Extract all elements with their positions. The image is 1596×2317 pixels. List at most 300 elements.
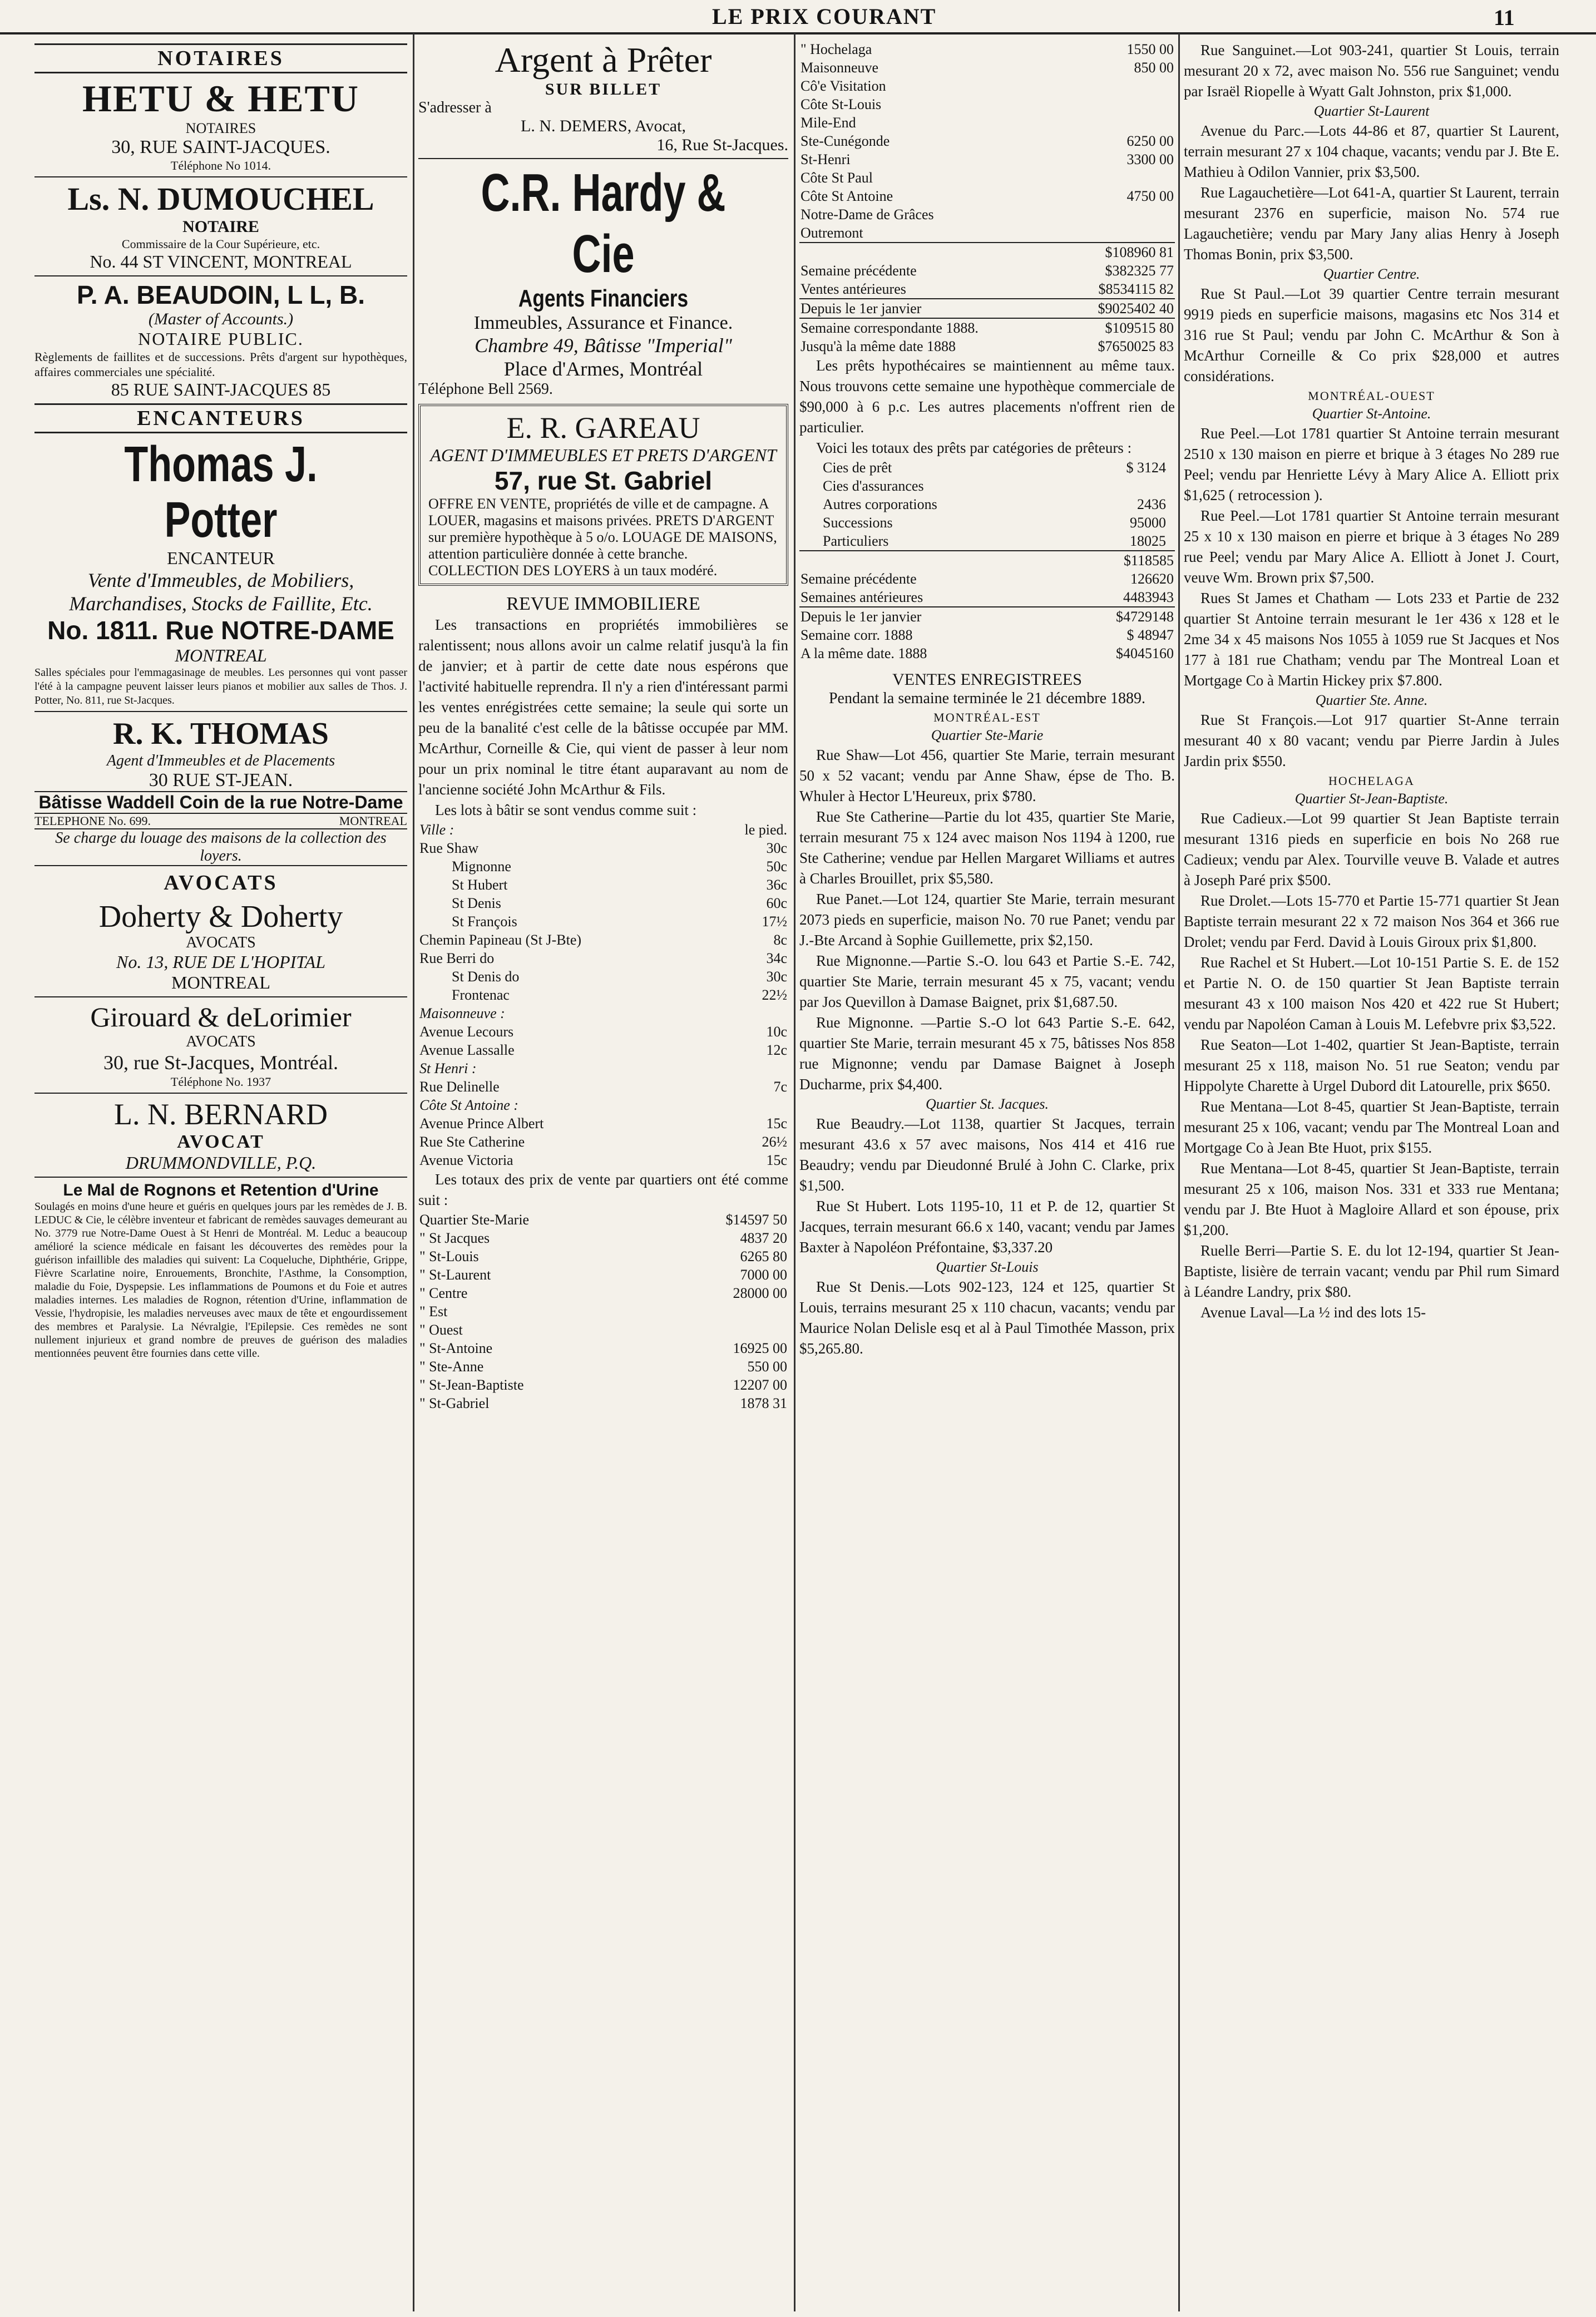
montreal-ouest-heading: MONTRÉAL-OUEST — [1308, 389, 1435, 403]
row-value: 36c — [766, 877, 787, 893]
sale-entry: Rue Shaw—Lot 456, quartier Ste Marie, terrain mesurant 50 x 52 vacant; vendu par Anne Shaw, épse de Tho. B. Whuler à Hector L'Heureux, prix $780. — [799, 747, 1175, 804]
row-value — [1075, 113, 1175, 132]
column-statistics-and-sales — [799, 40, 1175, 2310]
ad-girouard-role: AVOCATS — [186, 1033, 256, 1050]
ad-hetu-name: HETU & HETU — [82, 77, 360, 120]
row-label: " Ouest — [419, 1322, 463, 1338]
column-rule — [1178, 33, 1180, 2311]
sale-entry: Rue Lagauchetière—Lot 641-A, quartier St Laurent, terrain mesurant 2376 en superficie, maison No. 574 rue Lagauchetière; vendu par Mary Jany alias Henry à Joseph Thomas Bonin, prix $3,500. — [1184, 184, 1559, 263]
sales-group — [799, 1277, 1175, 1359]
row-value: 1550 00 — [1126, 41, 1174, 57]
table-row — [418, 876, 788, 894]
table-row — [799, 551, 1175, 570]
page-header — [0, 0, 1596, 34]
row-label: Frontenac — [452, 987, 510, 1003]
table-row — [822, 532, 1167, 550]
row-value — [1075, 224, 1175, 242]
row-label: " St-Louis — [419, 1248, 479, 1264]
ad-doherty-role: AVOCATS — [186, 934, 256, 951]
row-label: Semaine précédente — [801, 571, 917, 587]
ad-thomas-address: 30 RUE ST-JEAN. — [149, 770, 293, 791]
row-value: 1878 31 — [740, 1395, 787, 1411]
ad-potter-note: Salles spéciales pour l'emmagasinage de meubles. Les personnes qui vont passer l'été à la campagne peuvent laisser leurs pianos et mobilier aux salles de Thos. J. Potter, No. 811, rue St-Jacques. — [34, 666, 407, 707]
row-value: 15c — [766, 1152, 787, 1168]
table-row — [418, 1284, 788, 1302]
sale-entry: Rue Mentana—Lot 8-45, quartier St Jean-Baptiste, terrain mesurant 25 x 106, maison Nos. 331 et 333 rue Mentana; vendu par J. Bte Huot à Magloire Allard et son épouse, prix $1,200. — [1184, 1160, 1559, 1238]
row-label: " Est — [419, 1303, 448, 1320]
table-row — [418, 1133, 788, 1151]
ad-hardy-desc: Immeubles, Assurance et Finance. — [473, 313, 733, 333]
ad-argent-address: 16, Rue St-Jacques. — [656, 136, 788, 154]
ad-argent-sub: SUR BILLET — [545, 80, 662, 98]
row-value — [654, 1321, 788, 1339]
row-value: 16925 00 — [733, 1340, 787, 1356]
ad-beaudoin-address: 85 RUE SAINT-JACQUES 85 — [111, 379, 331, 399]
totals-table — [799, 242, 1175, 355]
row-label: Côte St-Louis — [801, 96, 882, 112]
table-row — [822, 477, 1167, 495]
row-value: 6250 00 — [1126, 133, 1174, 149]
ad-argent-heading: Argent à Prêter — [495, 40, 712, 80]
sales-group — [1184, 40, 1559, 102]
row-value: 4483943 — [1123, 589, 1174, 605]
row-value: $8534115 82 — [1098, 281, 1174, 297]
row-label: " St-Gabriel — [419, 1395, 490, 1411]
totaux-table — [418, 1211, 788, 1412]
row-value: 30c — [766, 840, 787, 856]
section-heading-encanteurs: ENCANTEURS — [34, 403, 407, 433]
quartier-ste-marie: Quartier Ste-Marie — [931, 727, 1044, 743]
ad-hardy-telephone: Téléphone Bell 2569. — [418, 381, 553, 398]
table-row — [418, 912, 788, 931]
ad-dumouchel-title: Commissaire de la Cour Supérieure, etc. — [121, 237, 320, 251]
table-row — [418, 839, 788, 857]
row-value: 2436 — [1137, 496, 1166, 512]
ad-thomas-role: Agent d'Immeubles et de Placements — [106, 752, 335, 769]
sales-group — [1184, 121, 1559, 265]
sales-group — [799, 745, 1175, 1095]
row-value: 550 00 — [747, 1358, 787, 1375]
sales-group — [799, 1114, 1175, 1258]
ad-bernard-role: AVOCAT — [177, 1132, 265, 1152]
table-row — [418, 1394, 788, 1412]
column-header: le pied. — [744, 822, 787, 838]
row-value — [1075, 77, 1175, 95]
group-label: Maisonneuve : — [419, 1005, 505, 1021]
table-row — [418, 931, 788, 949]
row-value: 26½ — [762, 1134, 787, 1150]
sale-entry: Avenue Laval—La ½ ind des lots 15- — [1200, 1304, 1426, 1321]
table-row — [799, 644, 1175, 663]
row-value: $4729148 — [1116, 609, 1174, 625]
sale-entry: Rue St Hubert. Lots 1195-10, 11 et P. de 12, quartier St Jacques, terrain mesurant 66.6 x 140, vacant; vendu par James Baxter à Napoléon Préfontaine, $3,337.20 — [799, 1198, 1175, 1256]
table-row — [799, 299, 1175, 318]
ad-thomas-text: Se charge du louage des maisons de la collection des loyers. — [34, 828, 407, 866]
table-row — [418, 1096, 788, 1114]
table-row — [799, 570, 1175, 588]
row-value: $ 3124 — [1126, 460, 1166, 476]
ad-potter-name: Thomas J. Potter — [124, 437, 318, 548]
sales-group — [1184, 808, 1559, 1323]
column-rule — [413, 33, 414, 2311]
row-value: 6265 80 — [740, 1248, 787, 1264]
ad-mal-text: Soulagés en moins d'une heure et guéris en quelques jours par les remèdes de J. B. LEDUC & Cie, le célèbre inventeur et fabricant de remèdes sauvages demeurant au No. 3779 rue Notre-Dame Ouest à St Henri de Montréal. M. Leduc a beaucoup amélioré la science médicale en faisant les découvertes des remèdes pour la guérison infaillible des maladies qui suivent: La Coqueluche, Diphthérie, Grippe, Fièvre Scarlatine noire, Enrouements, Bronchite, l'Asthme, la Consomption, maladie du Foie, Dyspepsie. Les inflammations de Poumons et du Foie et autres maladies internes. Les maladies de Rognon, rétention d'Urine, inflammation de Vessie, l'hydropisie, les maladies nerveuses avec maux de tête et engourdissement des membres et Paralysie. La Névralgie, l'Epilepsie. Ces remèdes ne sont nullement injurieux et grand nombre de preuves de guérison des maladies mentionnées peuvent être fournies dans cette ville. — [34, 1201, 407, 1360]
ad-doherty-city: MONTREAL — [171, 972, 270, 992]
table-row — [418, 1321, 788, 1339]
sale-entry: Rue St François.—Lot 917 quartier St-Anne terrain mesurant 40 x 80 vacant; vendu par Pierre Jardin à Jules Jardin prix $550. — [1184, 712, 1559, 769]
hypo-body — [799, 355, 1175, 458]
revue-paragraph-lots: Les lots à bâtir se sont vendus comme suit : — [435, 802, 697, 818]
table-row — [822, 513, 1167, 532]
quartier-st-laurent: Quartier St-Laurent — [1313, 103, 1430, 119]
row-label: Mile-End — [801, 115, 856, 131]
ad-hetu-telephone: Téléphone No 1014. — [170, 159, 271, 172]
sale-entry: Ruelle Berri—Partie S. E. du lot 12-194, quartier St Jean-Baptiste, lisière de terrain vacant; vendu par Phil rum Simard à Léandre Landry, prix $80. — [1184, 1242, 1559, 1300]
table-row — [799, 626, 1175, 644]
quartier-st-louis: Quartier St-Louis — [936, 1259, 1039, 1275]
row-label: Semaines antérieures — [801, 589, 923, 605]
table-row — [418, 986, 788, 1004]
row-value: 50c — [766, 858, 787, 875]
table-row — [418, 1357, 788, 1376]
ad-dumouchel-role: NOTAIRE — [182, 218, 259, 236]
row-label: Particuliers — [823, 533, 889, 549]
table-row — [799, 205, 1175, 224]
table-row — [418, 1151, 788, 1169]
section-heading-notaires: NOTAIRES — [34, 43, 407, 73]
ad-potter-role: ENCANTEUR — [167, 548, 275, 568]
row-value: 126620 — [1130, 571, 1174, 587]
row-value: $382325 77 — [1105, 263, 1174, 279]
preteurs-totals-table — [799, 550, 1175, 663]
ad-thomas-name: R. K. THOMAS — [113, 717, 329, 751]
ad-doherty-address: No. 13, RUE DE L'HOPITAL — [116, 952, 326, 972]
ad-potter-city: MONTREAL — [175, 645, 267, 665]
sale-entry: Rue Peel.—Lot 1781 quartier St Antoine terrain mesurant 2510 x 130 maison en pierre et brique à 3 étages No 289 rue Peel; vendu par Henriette Lévy à Mary Alice A. Elliott prix $1,625 ( retrocession ). — [1184, 425, 1559, 503]
row-value: $ 48947 — [1126, 627, 1174, 643]
row-label: Côte St Antoine — [801, 188, 893, 204]
sale-entry: Rues St James et Chatham — Lots 233 et Partie de 232 quartier St Antoine terrain mesurant le 1er 436 x 128 et le 2me 34 x 45 maisons Nos 1055 à 1059 rue St Jacques et Nos 177 à 181 rue Chatham; vendu par The Montreal Loan et Mortgage Co à Martin Hickey prix $7.800. — [1184, 590, 1559, 689]
table-row — [799, 113, 1175, 132]
quartier-st-jean-baptiste: Quartier St-Jean-Baptiste. — [1294, 791, 1449, 807]
table-row — [799, 280, 1175, 299]
row-value: $109515 80 — [1105, 320, 1174, 336]
row-label: Chemin Papineau (St J-Bte) — [419, 932, 582, 948]
row-label: Avenue Prince Albert — [419, 1115, 544, 1132]
ad-thomas-tel-row — [34, 814, 407, 828]
ad-beaudoin-sub: (Master of Accounts.) — [148, 310, 294, 328]
table-row — [418, 1339, 788, 1357]
ad-bernard-name: L. N. BERNARD — [113, 1098, 328, 1131]
table-row — [799, 58, 1175, 77]
row-value: $4045160 — [1116, 645, 1174, 661]
table-row — [799, 150, 1175, 169]
ad-hardy-chambre: Chambre 49, Bâtisse "Imperial" — [475, 334, 732, 357]
ad-girouard-name: Girouard & deLorimier — [90, 1001, 352, 1032]
table-row — [799, 261, 1175, 280]
ad-mal-heading: Le Mal de Rognons et Retention d'Urine — [63, 1181, 379, 1199]
row-label: Ventes antérieures — [801, 281, 906, 297]
ad-argent-name: L. N. DEMERS, Avocat, — [521, 117, 686, 135]
row-value — [1075, 169, 1175, 187]
table-row — [799, 40, 1175, 58]
sale-entry: Rue Mignonne.—Partie S.-O. lou 643 et Partie S.-E. 742, quartier Ste Marie, terrain mesurant 45 x 75, vacant; vendu par Jos Quevillon à Damase Baignet, prix $1,687.50. — [799, 952, 1175, 1010]
lots-price-table — [418, 821, 788, 1169]
row-value: 30c — [766, 969, 787, 985]
ventes-heading: VENTES ENREGISTREES — [892, 670, 1082, 689]
table-row — [799, 132, 1175, 150]
row-value: 4750 00 — [1126, 188, 1174, 204]
row-value — [1075, 95, 1175, 113]
table-row — [799, 77, 1175, 95]
table-row — [418, 1114, 788, 1133]
quartier-st-jacques: Quartier St. Jacques. — [926, 1096, 1049, 1112]
row-label: Côte St Paul — [801, 170, 873, 186]
table-row — [822, 495, 1167, 513]
column-sales-continued — [1184, 40, 1559, 2310]
ad-hardy-place: Place d'Armes, Montréal — [503, 358, 703, 380]
row-value: 10c — [766, 1024, 787, 1040]
row-label: " Hochelaga — [801, 41, 872, 57]
table-row — [799, 588, 1175, 607]
row-label: Rue Berri do — [419, 950, 495, 966]
row-value: $7650025 83 — [1098, 338, 1174, 354]
sale-entry: Rue Drolet.—Lots 15-770 et Partie 15-771 quartier St Jean Baptiste terrain mesurant 22 x 72 maison Nos 364 et 366 rue Drolet; vendu par Ferd. David à Louis Giroux prix $1,800. — [1184, 892, 1559, 950]
table-row — [799, 224, 1175, 242]
table-row — [799, 319, 1175, 337]
group-label: Côte St Antoine : — [419, 1097, 518, 1113]
sale-entry: Rue Cadieux.—Lot 99 quartier St Jean Baptiste terrain mesurant 1316 pieds en superficie en bois No 268 rue Cadieux; vendu par Alex. Tourville veuve B. Valade et autres à Joseph Paré prix $500. — [1184, 810, 1559, 888]
row-value: 12207 00 — [733, 1377, 787, 1393]
row-value: 28000 00 — [733, 1285, 787, 1301]
row-label: Rue Delinelle — [419, 1079, 500, 1095]
table-row — [799, 95, 1175, 113]
row-value: 34c — [766, 950, 787, 966]
group-label: Ville : — [419, 822, 454, 838]
table-header-row — [418, 821, 788, 839]
row-label: Depuis le 1er janvier — [801, 300, 922, 317]
row-label: Cô'e Visitation — [801, 78, 886, 94]
row-label: Maisonneuve — [801, 60, 879, 76]
table-row — [418, 1266, 788, 1284]
revue-body — [418, 615, 788, 821]
ad-dumouchel-name: Ls. N. DUMOUCHEL — [67, 181, 374, 217]
sale-entry: Rue Peel.—Lot 1781 quartier St Antoine terrain mesurant 25 x 10 x 130 maison en pierre et brique à 3 étages No 289 rue Peel; vendu par Mary Alice A. Elliott à Jonet J. Court, veuve Wm. Brown prix $7,500. — [1184, 507, 1559, 586]
row-label: Ste-Cunégonde — [801, 133, 890, 149]
ad-gareau-address: 57, rue St. Gabriel — [494, 466, 713, 495]
row-value — [1076, 477, 1167, 495]
ad-hardy-name: C.R. Hardy & Cie — [481, 163, 726, 284]
row-label: Notre-Dame de Grâces — [801, 206, 934, 223]
table-row — [418, 1059, 788, 1078]
row-value: 12c — [766, 1042, 787, 1058]
row-label: St Denis — [452, 895, 501, 911]
hypo-paragraph-2: Voici les totaux des prêts par catégories de prêteurs : — [816, 439, 1132, 456]
ad-beaudoin-name: P. A. BEAUDOIN, L L, B. — [77, 280, 365, 309]
totaux-intro: Les totaux des prix de vente par quartiers ont été comme suit : — [418, 1171, 788, 1208]
row-value: 7c — [773, 1079, 787, 1095]
table-row — [418, 1376, 788, 1394]
row-label: Semaine corr. 1888 — [801, 627, 913, 643]
sale-entry: Rue Beaudry.—Lot 1138, quartier St Jacques, terrain mesurant 43.6 x 57 avec maisons, Nos 414 et 416 rue Beaudry; vendu par Dieudonné Brulé à John C. Clarke, prix $1,500. — [799, 1115, 1175, 1194]
row-value: $14597 50 — [725, 1212, 787, 1228]
table-row — [418, 967, 788, 986]
ad-thomas-city: MONTREAL — [339, 814, 407, 828]
row-value: 95000 — [1130, 515, 1166, 531]
sale-entry: Avenue du Parc.—Lots 44-86 et 87, quartier St Laurent, terrain mesurant 27 x 104 chaque, vacants; vendu par J. Bte E. Mathieu à Odilon Vannier, prix $3,500. — [1184, 122, 1559, 180]
row-value — [1075, 205, 1175, 224]
row-label: " Centre — [419, 1285, 468, 1301]
column-rule — [794, 33, 795, 2311]
ad-hetu-address: 30, RUE SAINT-JACQUES. — [111, 137, 330, 157]
totaux-body — [418, 1169, 788, 1211]
sale-entry: Rue St Denis.—Lots 902-123, 124 et 125, quartier St Louis, terrains mesurant 25 x 110 chacun, vacants; vendu par Maurice Nolan Delisle esq et al à Paul Timothée Masson, prix $5,265.80. — [799, 1278, 1175, 1357]
sale-entry: Rue Panet.—Lot 124, quartier Ste Marie, terrain mesurant 2073 pieds en superficie, maison No. 70 rue Panet; vendu par J.-Bte Arcand à Sophie Guillemette, prix $2,150. — [799, 891, 1175, 948]
table-row — [418, 949, 788, 967]
table-row — [418, 857, 788, 876]
ad-thomas-telephone: TELEPHONE No. 699. — [34, 814, 151, 828]
sale-entry: Rue Mignonne. —Partie S.-O lot 643 Partie S.-E. 642, quartier Ste Marie, terrain mesurant 45 x 75, bâtisses Nos 858 rue Mignonne; vendu par Damase Baignet à Joseph Ducharme, prix $4,400. — [799, 1014, 1175, 1093]
hypo-paragraph: Les prêts hypothécaires se maintiennent au même taux. Nous trouvons cette semaine une hypothèque commerciale de $90,000 à 6 p.c. Les autres placements n'offrent rien de particulier. — [799, 357, 1175, 436]
ad-potter-desc: Vente d'Immeubles, de Mobiliers, Marchandises, Stocks de Faillite, Etc. — [69, 569, 373, 615]
row-label: Semaine précédente — [801, 263, 917, 279]
sale-entry: Rue Seaton—Lot 1-402, quartier St Jean-Baptiste, terrain mesurant 25 x 118, maison No. 51 rue Seaton; vendu par Hippolyte Charette à Urgel Dubord dit Latourelle, prix $650. — [1184, 1036, 1559, 1094]
row-value: $118585 — [1055, 551, 1175, 570]
quartier-st-antoine: Quartier St-Antoine. — [1312, 406, 1431, 422]
sales-group — [1184, 710, 1559, 772]
ventes-subheading: Pendant la semaine terminée le 21 décembre 1889. — [828, 690, 1146, 707]
table-row — [418, 1229, 788, 1247]
row-label: St Hubert — [452, 877, 508, 893]
page-number: 11 — [1494, 5, 1515, 30]
table-row — [418, 894, 788, 912]
sale-entry: Rue St Paul.—Lot 39 quartier Centre terrain mesurant 9919 pieds en superficie maisons, magasins etc Nos 314 et 316 rue St Paul; vendu par John C. McArthur & Son à McArthur Corneille & Co prix $28,000 et autres considérations. — [1184, 285, 1559, 384]
row-value — [654, 1302, 788, 1321]
row-label: St François — [452, 913, 517, 930]
sales-group — [1184, 423, 1559, 691]
group-label: St Henri : — [419, 1060, 477, 1076]
row-value: 4837 20 — [740, 1230, 787, 1246]
row-value: $9025402 40 — [1098, 300, 1174, 317]
table-row — [822, 458, 1167, 477]
row-label — [799, 551, 1055, 570]
montreal-est-heading: MONTRÉAL-EST — [933, 710, 1041, 724]
sale-entry: Rue Rachel et St Hubert.—Lot 10-151 Partie S. E. de 152 et Partie N. O. de 150 quartier St Jean Baptiste terrain mesurant 43 x 100 maison Nos 420 et 422 rue St Hubert; vendu par Napoléon Caman à Louis M. Lefebvre prix $3,522. — [1184, 954, 1559, 1032]
table-row — [799, 187, 1175, 205]
ad-doherty-name: Doherty & Doherty — [98, 900, 343, 934]
row-value: 22½ — [762, 987, 787, 1003]
table-row — [418, 1004, 788, 1022]
row-label: St Denis do — [452, 969, 520, 985]
row-label: Avenue Lassalle — [419, 1042, 515, 1058]
ad-beaudoin-text: Règlements de faillites et de successions. Prêts d'argent sur hypothèques, affaires commerciales une spécialité. — [34, 350, 407, 379]
row-label: Cies de prêt — [823, 460, 892, 476]
ad-hetu-role: NOTAIRES — [185, 120, 256, 136]
sale-entry: Rue Sanguinet.—Lot 903-241, quartier St Louis, terrain mesurant 20 x 72, avec maison No. 556 rue Sanguinet; vendu par Israël Riopelle à Wyatt Galt Johnston, prix $1,000. — [1184, 42, 1559, 100]
row-value: 850 00 — [1134, 60, 1174, 76]
ad-girouard-telephone: Téléphone No. 1937 — [170, 1075, 271, 1089]
row-value: 17½ — [762, 913, 787, 930]
row-label: Quartier Ste-Marie — [419, 1212, 530, 1228]
table-row — [418, 1211, 788, 1229]
table-row — [418, 1078, 788, 1096]
ad-gareau-text: OFFRE EN VENTE, propriétés de ville et de campagne. A LOUER, magasins et maisons privées. PRETS D'ARGENT sur première hypothèque à 5 o/o. LOUAGE DE MAISONS, attention particulière donnée à cette branche. COLLECTION DES LOYERS à un taux modéré. — [428, 496, 777, 579]
row-label: Semaine correspondante 1888. — [801, 320, 979, 336]
column-advertisements — [34, 40, 407, 2310]
row-label: " St-Laurent — [419, 1267, 491, 1283]
table-row — [418, 1302, 788, 1321]
row-label — [799, 243, 1061, 261]
row-label: Depuis le 1er janvier — [801, 609, 922, 625]
ad-bernard-city: DRUMMONDVILLE, P.Q. — [125, 1153, 317, 1173]
row-label: " St Jacques — [419, 1230, 490, 1246]
row-value: $108960 81 — [1061, 243, 1175, 261]
table-row — [418, 1041, 788, 1059]
ad-gareau-name: E. R. GAREAU — [506, 411, 700, 444]
row-label: Jusqu'à la même date 1888 — [801, 338, 956, 354]
row-value: 60c — [766, 895, 787, 911]
preteurs-table — [822, 458, 1167, 550]
row-label: Cies d'assurances — [823, 478, 924, 494]
ad-beaudoin-role: NOTAIRE PUBLIC. — [138, 329, 304, 349]
row-label: " Ste-Anne — [419, 1358, 484, 1375]
quartier-centre: Quartier Centre. — [1323, 266, 1420, 282]
table-row — [799, 169, 1175, 187]
row-label: Avenue Lecours — [419, 1024, 514, 1040]
row-label: " St-Antoine — [419, 1340, 493, 1356]
sale-entry: Rue Mentana—Lot 8-45, quartier St Jean-Baptiste, terrain mesurant 25 x 106, vacant; vendu par The Montreal Loan and Mortgage Co à Jean Bte Huot, prix $155. — [1184, 1098, 1559, 1156]
ad-gareau-box — [418, 404, 788, 586]
row-label: Avenue Victoria — [419, 1152, 513, 1168]
ad-potter-address: No. 1811. Rue NOTRE-DAME — [47, 616, 394, 645]
row-value: 7000 00 — [740, 1267, 787, 1283]
sale-entry: Rue Ste Catherine—Partie du lot 435, quartier Ste Marie, terrain mesurant 75 x 124 avec maison Nos 1194 à 1200, rue Ste Catherine; vendue par Hellen Margaret Williams et autres à Charles Brouillet, prix $5,580. — [799, 808, 1175, 887]
quartier-ste-anne: Quartier Ste. Anne. — [1315, 692, 1428, 708]
section-heading-avocats: AVOCATS — [164, 871, 278, 895]
newspaper-title: LE PRIX COURANT — [712, 4, 937, 29]
revue-heading: REVUE IMMOBILIERE — [506, 594, 700, 614]
row-label: St-Henri — [801, 151, 851, 167]
table-row — [418, 1022, 788, 1041]
row-value: 8c — [773, 932, 787, 948]
table-row — [799, 607, 1175, 626]
table-row — [799, 337, 1175, 355]
row-label: A la même date. 1888 — [801, 645, 927, 661]
row-label: Outremont — [801, 225, 863, 241]
row-value: 18025 — [1130, 533, 1166, 549]
ad-gareau-role: AGENT D'IMMEUBLES ET PRETS D'ARGENT — [430, 445, 777, 465]
ad-girouard-address: 30, rue St-Jacques, Montréal. — [103, 1051, 338, 1074]
row-label: Rue Ste Catherine — [419, 1134, 525, 1150]
row-label: Successions — [823, 515, 893, 531]
quartiers-table — [799, 40, 1175, 242]
row-label: Rue Shaw — [419, 840, 479, 856]
row-value: 3300 00 — [1126, 151, 1174, 167]
sales-group — [1184, 284, 1559, 387]
ad-argent-adresser: S'adresser à — [418, 99, 492, 116]
row-label: " St-Jean-Baptiste — [419, 1377, 524, 1393]
row-label: Autres corporations — [823, 496, 937, 512]
row-label: Mignonne — [452, 858, 511, 875]
hochelaga-heading: HOCHELAGA — [1328, 774, 1415, 788]
column-ads-and-review — [418, 40, 788, 2310]
ad-dumouchel-address: No. 44 ST VINCENT, MONTREAL — [90, 251, 352, 271]
table-row — [799, 243, 1175, 261]
revue-paragraph: Les transactions en propriétés immobilières se ralentissent; nous allons avoir un calme relatif jusqu'à la fin de janvier; et à partir de cette date nous espérons que l'activité habituelle reprendra. Il n'y a rien d'intéressant parmi les ventes enrégistrées cette semaine; la seule qui sorte un peu de la banalité c'est celle de la bâtisse occupée par MM. McArthur, Corneille & Cie, qui vient de passer à leur nom pour un prix nominal le titre étant auparavant au nom de l'ancienne société John McArthur & Fils. — [418, 616, 788, 798]
table-row — [418, 1247, 788, 1266]
ad-hardy-role: Agents Financiers — [518, 285, 689, 312]
ad-thomas-batisse: Bâtisse Waddell Coin de la rue Notre-Dame — [34, 791, 407, 814]
